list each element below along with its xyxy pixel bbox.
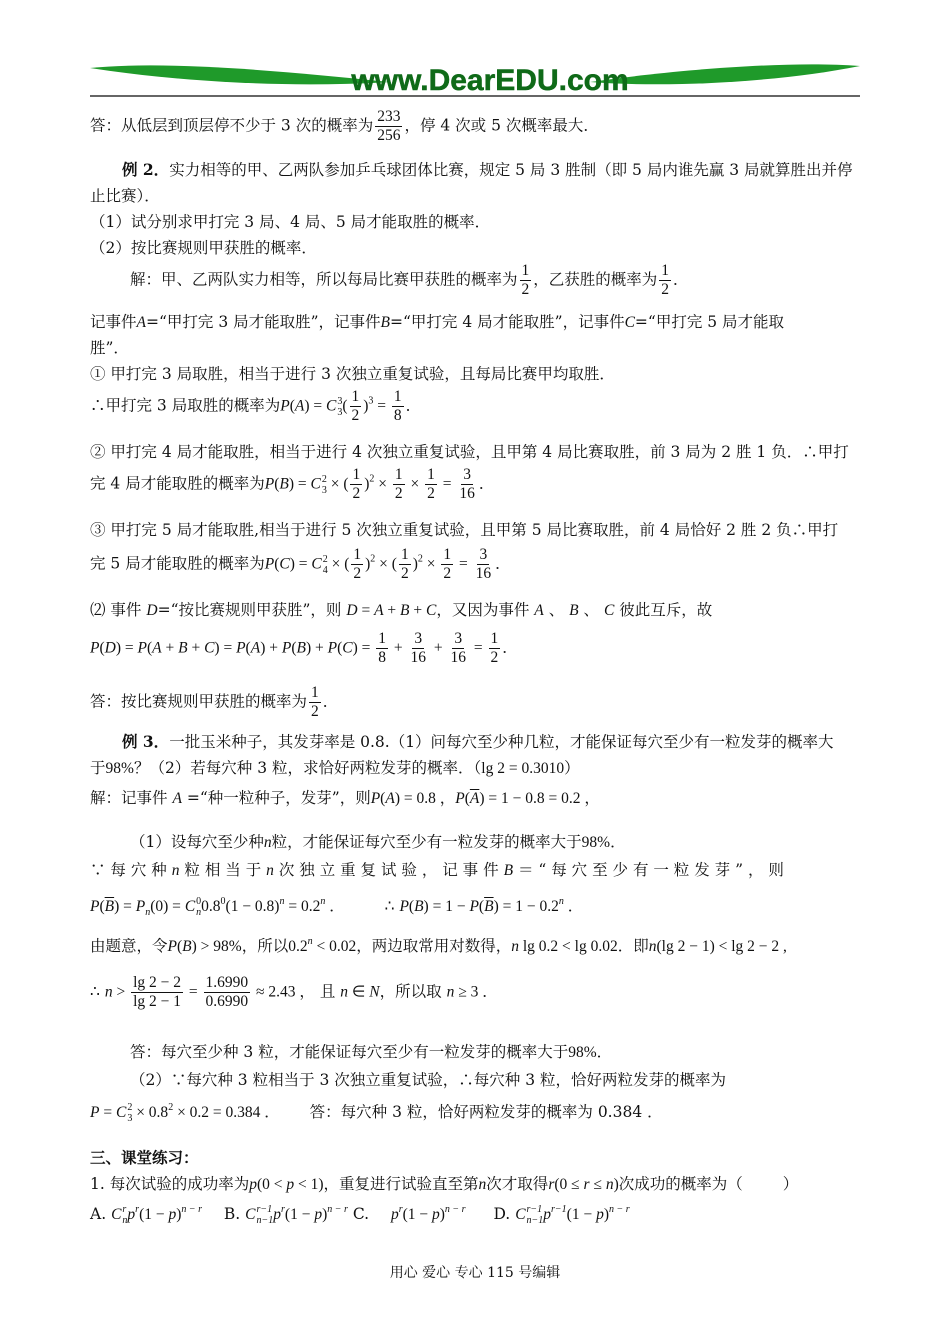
answer-3: 答：每穴至少种 3 粒，才能保证每穴至少有一粒发芽的概率大于98%． — [130, 1043, 613, 1061]
exercise-text: ） — [782, 1175, 799, 1193]
answer-1 — [90, 108, 599, 145]
events-text: =“甲打完 3 局才能取胜”，记事件 — [145, 313, 381, 331]
example-3-text: 于 — [90, 759, 106, 777]
events-definition — [90, 310, 784, 332]
case-2-formula: 完 4 局才能取胜的概率为P(B) = C 2 3 × ( $\frac{1}{2}$ )$^2$ × $\frac{1}{2}$ × $\frac{1}{2}$ = $\frac{3}{16}$ ． — [90, 466, 495, 502]
part-2-formula: P(D) = P(A + B + C) = P(A) + P(B) + P(C) = $\frac{1}{8}$ + $\frac{3}{16}$ + $\frac{3}{16}$ = $\frac{1}{2}$ ． — [90, 630, 518, 666]
case-text: 完 5 局才能取胜的概率为 — [90, 554, 265, 573]
reason-text: ∵ 每 穴 种 — [90, 861, 167, 879]
example-2-text: 实力相等的甲、乙两队参加乒乓球团体比赛，规定 5 局 3 胜制（即 5 局内谁先赢 3 局就算胜出并停 — [169, 161, 853, 179]
example-2-text-cont: 止比赛）． — [90, 187, 160, 205]
solution-intro: 解：甲、乙两队实力相等，所以每局比赛甲获胜的概率为 $\frac{1}{2}$ ，乙获胜的概率为 $\frac{1}{2}$ ． — [130, 262, 689, 298]
part-1-reason: ∵ 每 穴 种 n 粒 相 当 于 n 次 独 立 重 复 试 验 ， 记 事 件 B ＝ “ 每 穴 至 少 有 一 粒 发 芽 ” ， 则 — [90, 861, 784, 879]
exercise-text: 次才取得 — [486, 1175, 549, 1193]
part-2-text: ⑵ 事件 — [90, 601, 142, 619]
solution-text: 解：记事件 — [90, 789, 168, 807]
option-b-label: B. — [223, 1205, 241, 1223]
example-label: 例 3． — [122, 732, 170, 751]
exercise-1-options: A. C r n $p^r(1 - p)^{n - r}$ B. C r−1 n−1 $p^r(1 - p)^{n - r}$ C. $p^r(1 - p)^{n - r}$ D. C r−1 n−1 $p^{r-1}(1 - p)^{n - r}$ — [90, 1204, 630, 1226]
event-a: A — [136, 314, 146, 331]
reason-text: 次 独 立 重 复 试 验 ， 记 事 件 — [278, 861, 499, 879]
inequality-text: 由题意，令 — [90, 937, 168, 955]
events-text: 记事件 — [90, 313, 137, 331]
answer-2: 答：按比赛规则甲获胜的概率为 $\frac{1}{2}$ ． — [90, 684, 339, 720]
reason-text: 粒 相 当 于 — [184, 861, 262, 879]
solution-text: =“种一粒种子，发芽”，则 — [186, 789, 371, 807]
part-1-intro: （1）设每穴至少种n粒，才能保证每穴至少有一粒发芽的概率大于98%． — [130, 833, 626, 851]
denominator: 256 — [377, 127, 401, 144]
fraction-half: $\frac{1}{2}$ — [661, 262, 670, 298]
example-3-text-cont — [90, 756, 580, 778]
numerator: 233 — [377, 108, 401, 125]
site-header-banner — [90, 58, 860, 100]
events-text: =“甲打完 4 局才能取胜”，记事件 — [390, 313, 625, 331]
example-3-text: 一批玉米种子，其发芽率是 0.8.（1）问每穴至少种几粒，才能保证每穴至少有一粒发芽的概率大 — [169, 733, 834, 751]
answer-1-text: 答：从低层到顶层停不少于 3 次的概率为 — [90, 116, 374, 135]
part-1-result: ∴ n > $\frac{\lg 2 - 2}{\lg 2 - 1}$ = $\frac{1.6990}{0.6990}$ ≈ 2.43 ， 且 n ∈ N，所以取 n ≥ 3 ． — [90, 974, 498, 1010]
reason-text: ＝ “ 每 穴 至 少 有 一 粒 发 芽 ” ， 则 — [517, 861, 784, 879]
answer-text: 答：每穴至少种 3 粒，才能保证每穴至少有一粒发芽的概率大于 — [130, 1043, 569, 1061]
solution-text: 解：甲、乙两队实力相等，所以每局比赛甲获胜的概率为 — [130, 270, 518, 289]
site-logo-text: www.DearEDU.com — [351, 64, 629, 97]
example-3-text: ？（2）若每穴种 3 粒，求恰好两粒发芽的概率．（ — [133, 759, 482, 777]
exercise-text: 次成功的概率为（ — [618, 1175, 743, 1193]
fraction-half: $\frac{1}{2}$ — [521, 262, 530, 298]
left-swoosh — [90, 65, 390, 84]
part-2-statement: ⑵ 事件 D=“按比赛规则甲获胜”，则 D = A + B + C，又因为事件 A 、 B 、 C 彼此互斥，故 — [90, 601, 713, 619]
exercise-1: 1. 每次试验的成功率为p(0 < p < 1)，重复进行试验直至第n次才取得r(0 ≤ r ≤ n)次成功的概率为（ ） — [90, 1175, 799, 1193]
log-value: lg 2 = 0.3010 — [481, 760, 565, 777]
section-title: 三、课堂练习： — [90, 1148, 199, 1167]
percentage: 98% — [105, 760, 134, 777]
exercise-text: 1. 每次试验的成功率为 — [90, 1175, 250, 1193]
exercise-text: ，重复进行试验直至第 — [323, 1175, 479, 1193]
option-c-label: C. — [352, 1205, 370, 1223]
answer-1-tail: ，停 4 次或 5 次概率最大． — [404, 116, 599, 135]
example-3-solution: 解：记事件 A =“种一粒种子，发芽”，则P(A) = 0.8 ，$P(\overline{A}) = 1 - 0.8 = 0.2$ ， — [90, 789, 600, 807]
event-c: C — [624, 314, 635, 331]
example-2-heading — [122, 158, 853, 180]
inequality-text: ，所以 — [241, 937, 289, 955]
events-text: =“甲打完 5 局才能取 — [634, 313, 785, 331]
part-2-intro: （2）∵每穴种 3 粒相当于 3 次独立重复试验，∴每穴种 3 粒，恰好两粒发芽的概率为 — [130, 1071, 727, 1089]
question-1: （1）试分别求甲打完 3 局、4 局、5 局才能取胜的概率． — [90, 213, 491, 231]
example-label: 例 2． — [122, 160, 170, 179]
part-1-formula: $P(\overline{B}) = P_n(0) = C$ 0 n $0.8^0(1 - 0.8)^n = 0.2^n$ ． ∴ $P(B) = 1 - P(\overline{B}) = 1 - 0.2^n$ ． — [90, 896, 584, 918]
therefore-symbol: ∴ — [90, 982, 100, 1001]
example-3-text: ） — [564, 759, 580, 777]
page-footer: 用心 爱心 专心 115 号编辑 — [389, 1265, 561, 1281]
case-2: ② 甲打完 4 局才能取胜，相当于进行 4 次独立重复试验，且甲第 4 局比赛取胜，前 3 局为 2 胜 1 负．∴甲打 — [90, 443, 849, 461]
event-b: B — [380, 314, 391, 331]
case-3-formula: 完 5 局才能取胜的概率为P(C) = C 2 4 × ( $\frac{1}{2}$ )$^2$ × ( $\frac{1}{2}$ )$^2$ × $\frac{1}{2}$ = $\frac{3}{16}$ ． — [90, 546, 511, 582]
events-definition-cont: 胜”． — [90, 339, 129, 357]
case-1-formula: ∴甲打完 3 局取胜的概率为P(A) = C 3 3 ( $\frac{1}{2}$ )$^3$ = $\frac{1}{8}$ ． — [90, 388, 422, 424]
case-3: ③ 甲打完 5 局才能取胜,相当于进行 5 次独立重复试验，且甲第 5 局比赛取胜，前 4 局恰好 2 胜 2 负∴甲打 — [90, 521, 839, 539]
case-text: 完 4 局才能取胜的概率为 — [90, 474, 265, 493]
case-text: ∴甲打完 3 局取胜的概率为 — [90, 396, 281, 415]
case-1: ① 甲打完 3 局取胜，相当于进行 3 次独立重复试验，且每局比赛甲均取胜． — [90, 365, 615, 383]
part-2-text: ，又因为事件 — [436, 601, 530, 619]
solution-text-mid: ，乙获胜的概率为 — [533, 270, 658, 289]
result-text: ，所以取 — [379, 982, 442, 1001]
answer-text: 答：按比赛规则甲获胜的概率为 — [90, 692, 308, 711]
inequality-text: ．即 — [617, 937, 649, 955]
answer-text: 答：每穴种 3 粒，恰好两粒发芽的概率为 0.384 — [309, 1103, 643, 1121]
part-1-inequality: 由题意，令P(B) > 98%，所以$0.2^n < 0.02$，两边取常用对数得，n lg 0.2 < lg 0.02．即n(lg 2 − 1) < lg 2 − 2 , — [90, 936, 787, 955]
part-2-text: 彼此互斥，故 — [619, 601, 713, 619]
result-text: 且 — [319, 982, 336, 1001]
part-1-text: 粒，才能保证每穴至少有一粒发芽的概率大于 — [271, 833, 582, 851]
part-2-formula: P = C 2 3 × $0.8^2 \times 0.2 = 0.384$ ． 答：每穴种 3 粒，恰好两粒发芽的概率为 0.384 ． — [90, 1102, 663, 1124]
part-1-text: （1）设每穴至少种 — [130, 833, 264, 851]
part-2-text: =“按比赛规则甲获胜”，则 — [157, 601, 342, 619]
example-3-heading — [122, 730, 834, 752]
fraction-233-256 — [375, 108, 402, 145]
inequality-text: ，两边取常用对数得， — [356, 937, 512, 955]
option-d-label: D. — [493, 1205, 511, 1223]
question-2: （2）按比赛规则甲获胜的概率． — [90, 239, 317, 257]
right-swoosh — [590, 64, 860, 84]
option-a-label: A. — [90, 1205, 107, 1223]
